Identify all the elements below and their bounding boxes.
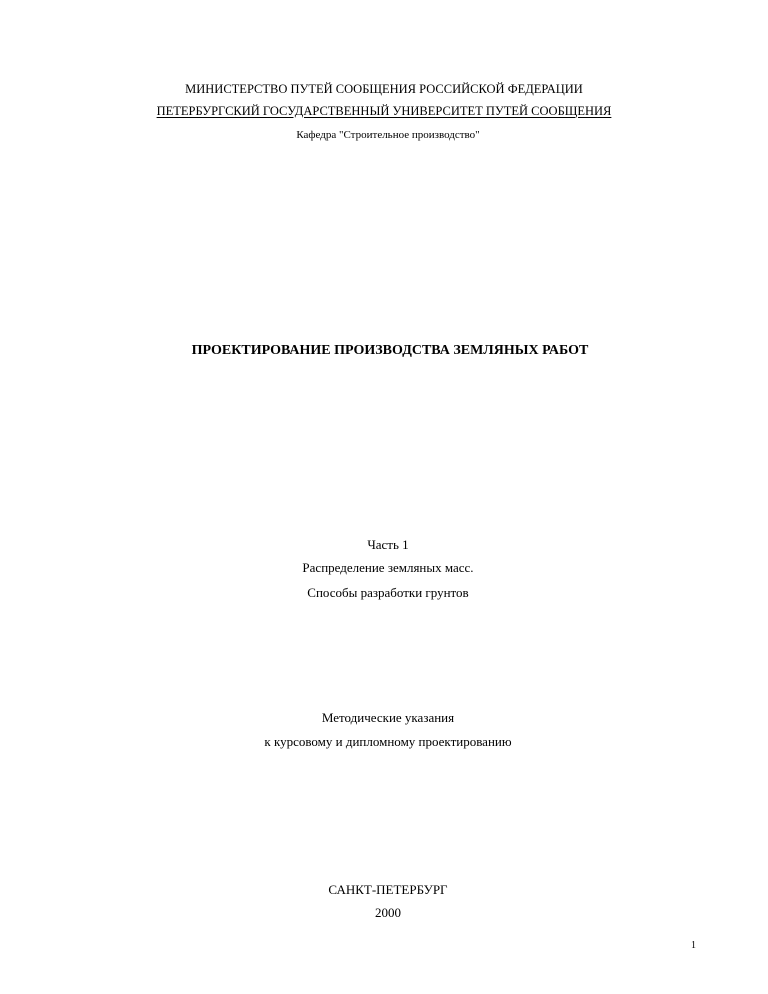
department-name: Кафедра "Строительное производство"	[296, 129, 480, 141]
publication-city: САНКТ-ПЕТЕРБУРГ	[328, 882, 448, 897]
part-subtitle-line-2: Способы разработки грунтов	[307, 585, 469, 600]
part-label: Часть 1	[367, 537, 409, 552]
document-title: ПРОЕКТИРОВАНИЕ ПРОИЗВОДСТВА ЗЕМЛЯНЫХ РАБОТ	[191, 343, 589, 358]
ministry-name: МИНИСТЕРСТВО ПУТЕЙ СООБЩЕНИЯ РОССИЙСКОЙ ФЕДЕРАЦИИ	[185, 82, 583, 96]
guide-line-2: к курсовому и дипломному проектированию	[264, 734, 512, 749]
guide-line-1: Методические указания	[321, 710, 455, 725]
publication-year: 2000	[375, 905, 401, 920]
part-subtitle-line-1: Распределение земляных масс.	[302, 560, 474, 575]
university-name-wrapper	[0, 105, 768, 118]
university-name: ПЕТЕРБУРГСКИЙ ГОСУДАРСТВЕННЫЙ УНИВЕРСИТЕТ ПУТЕЙ СООБЩЕНИЯ	[156, 104, 612, 118]
page-number: 1	[691, 940, 696, 951]
